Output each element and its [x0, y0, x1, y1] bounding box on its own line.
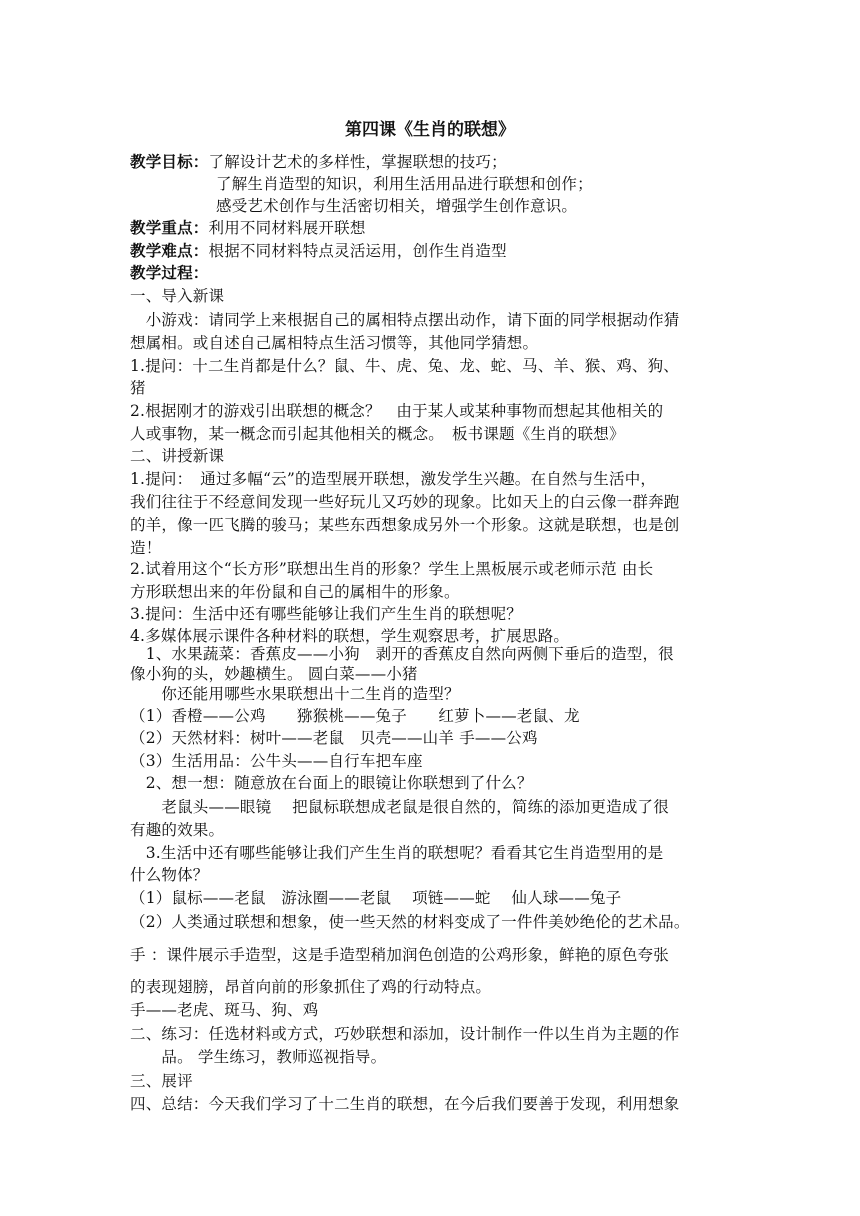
section-heading: 二、讲授新课 [130, 447, 225, 465]
body-line: 3.提问：生活中还有哪些能够让我们产生生肖的联想呢？ [130, 605, 522, 623]
section-heading: 一、导入新课 [130, 287, 225, 305]
body-line: 的表现翅膀，昂首向前的形象抓住了鸡的行动特点。 [130, 978, 492, 996]
objectives-line-1 [130, 151, 507, 173]
body-line: 人或事物，某一概念而引起其他相关的概念。 板书课题《生肖的联想》 [130, 425, 625, 443]
focus-text: 利用不同材料展开联想 [208, 219, 366, 237]
body-line: 2、想一想：随意放在台面上的眼镜让你联想到了什么？ [130, 774, 533, 792]
objectives-text-1: 了解设计艺术的多样性，掌握联想的技巧； [208, 153, 507, 171]
body-line: 你还能用哪些水果联想出十二生肖的造型？ [130, 685, 460, 703]
body-line: 1、水果蔬菜：香蕉皮——小狗 剥开的香蕉皮自然向两侧下垂后的造型，很 [130, 645, 674, 663]
objectives-line-2: 了解生肖造型的知识，利用生活用品进行联想和创作； [216, 175, 593, 193]
body-line: 我们往往于不经意间发现一些好玩儿又巧妙的现象。比如天上的白云像一群奔跑 [130, 493, 680, 511]
body-line: 有趣的效果。 [130, 821, 225, 839]
body-line: （1）香橙——公鸡 猕猴桃——兔子 红萝卜——老鼠、龙 [130, 707, 580, 725]
difficulty-line [130, 240, 507, 262]
body-line: 手——老虎、斑马、狗、鸡 [130, 1001, 319, 1019]
body-line: （2）人类通过联想和想象，使一些天然的材料变成了一件件美妙绝伦的艺术品。 [130, 913, 690, 931]
body-line: 四、总结：今天我们学习了十二生肖的联想，在今后我们要善于发现，利用想象 [130, 1095, 680, 1113]
objectives-label: 教学目标： [130, 152, 209, 171]
body-line: （1）鼠标——老鼠 游泳圈——老鼠 项链——蛇 仙人球——兔子 [130, 889, 622, 907]
body-line: （2）天然材料：树叶——老鼠 贝壳——山羊 手——公鸡 [130, 729, 538, 747]
process-label: 教学过程： [130, 263, 209, 282]
body-line: 猪 [130, 379, 146, 397]
body-line: 的羊，像一匹飞腾的骏马；某些东西想象成另外一个形象。这就是联想，也是创 [130, 516, 680, 534]
body-line: 方形联想出来的年份鼠和自己的属相牛的形象。 [130, 583, 460, 601]
body-line: 二、练习：任选材料或方式，巧妙联想和添加，设计制作一件以生肖为主题的作 [130, 1025, 680, 1043]
body-line: 小游戏：请同学上来根据自己的属相特点摆出动作，请下面的同学根据动作猜 [130, 311, 680, 329]
body-line: 老鼠头——眼镜 把鼠标联想成老鼠是很自然的，简练的添加更造成了很 [130, 798, 669, 816]
body-line: 1.提问：十二生肖都是什么？鼠、牛、虎、兔、龙、蛇、马、羊、猴、鸡、狗、 [130, 357, 679, 375]
body-line: 品。 学生练习，教师巡视指导。 [130, 1048, 387, 1066]
difficulty-label: 教学难点： [130, 241, 209, 260]
body-line: 手 ：课件展示手造型，这是手造型稍加润色创造的公鸡形象，鲜艳的原色夸张 [130, 946, 669, 964]
body-line: 2.试着用这个“长方形”联想出生肖的形象？学生上黑板展示或老师示范 由长 [130, 560, 654, 578]
focus-line [130, 217, 366, 239]
body-line: 像小狗的头，妙趣横生。 圆白菜——小猪 [130, 665, 418, 683]
body-line: （3）生活用品：公牛头——自行车把车座 [130, 752, 423, 770]
body-line: 1.提问： 通过多幅“云”的造型展开联想，激发学生兴趣。在自然与生活中， [130, 470, 657, 488]
body-line: 3.生活中还有哪些能够让我们产生生肖的联想呢？看看其它生肖造型用的是 [130, 844, 664, 862]
section-heading: 三、展评 [130, 1072, 193, 1090]
body-line: 2.根据刚才的游戏引出联想的概念？ 由于某人或某种事物而想起其他相关的 [130, 402, 664, 420]
body-line: 什么物体？ [130, 866, 209, 884]
focus-label: 教学重点： [130, 218, 209, 237]
difficulty-text: 根据不同材料特点灵活运用，创作生肖造型 [208, 242, 507, 260]
body-line: 4.多媒体展示课件各种材料的联想，学生观察思考，扩展思路。 [130, 627, 570, 645]
objectives-line-3: 感受艺术创作与生活密切相关，增强学生创作意识。 [216, 197, 578, 215]
body-line: 想属相。或自述自己属相特点生活习惯等，其他同学猜想。 [130, 334, 539, 352]
body-line: 造！ [130, 539, 162, 557]
page-title: 第四课《生肖的联想》 [345, 120, 515, 140]
